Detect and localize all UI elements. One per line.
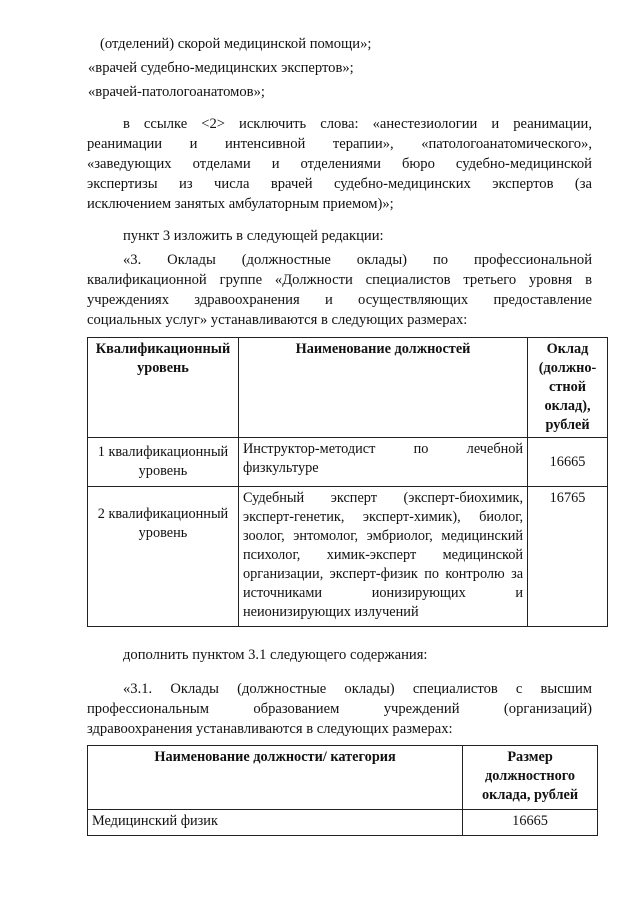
table-header-row (88, 338, 608, 438)
paragraph-line: здравоохранения устанавливаются в следующих размерах: (87, 721, 453, 737)
table-row (88, 487, 608, 627)
text-line: «врачей судебно-медицинских экспертов»; (88, 60, 354, 76)
item31-intro: дополнить пунктом 3.1 следующего содержания: (123, 647, 428, 663)
cell-position: Инструктор-методист по лечебной физкультуре (238, 438, 527, 487)
paragraph-line: реанимации и интенсивной терапии», «патологоанатомического», (87, 136, 592, 152)
cell-position: Медицинский физик (88, 810, 463, 836)
cell-salary: 16765 (528, 487, 608, 627)
paragraph-line: «3.1. Оклады (должностные оклады) специалистов с высшим (123, 681, 592, 697)
text-line: «врачей-патологоанатомов»; (88, 84, 265, 100)
salary-table-1 (87, 337, 608, 627)
table-row (88, 810, 598, 836)
paragraph-line: социальных услуг» устанавливаются в следующих размерах: (87, 312, 468, 328)
cell-level: 2 квалификационный уровень (88, 487, 239, 627)
item3-intro: пункт 3 изложить в следующей редакции: (123, 228, 384, 244)
cell-salary: 16665 (528, 438, 608, 487)
paragraph-line: исключением занятых амбулаторным приемом)»; (87, 196, 394, 212)
paragraph-ref2 (87, 114, 592, 214)
paragraph-item3 (87, 250, 592, 330)
paragraph-line: учреждениях здравоохранения и осуществляющих предоставление (87, 292, 592, 308)
paragraph-item31 (87, 679, 592, 739)
cell-salary: 16665 (463, 810, 598, 836)
cell-position: Судебный эксперт (эксперт-биохимик, эксперт-генетик, эксперт-химик), биолог, зоолог, энтомолог, эмбриолог, медицинский психолог, химик-эксперт медицинской организации, эксперт-физик по контролю за источниками ионизирующих и неионизирующих излучений (238, 487, 527, 627)
paragraph-line: «заведующих отделами и отделениями бюро судебно-медицинской (87, 156, 592, 172)
table-row (88, 438, 608, 487)
paragraph-line: профессиональным образованием учреждений (организаций) (87, 701, 592, 717)
paragraph-line: экспертизы из числа врачей судебно-медицинских экспертов (за (87, 176, 592, 192)
table-header-row (88, 746, 598, 810)
paragraph-line: в ссылке <2> исключить слова: «анестезиологии и реанимации, (123, 116, 592, 132)
header-salary: Размер должностного оклада, рублей (463, 746, 598, 810)
header-salary: Оклад (должно-стной оклад), рублей (528, 338, 608, 438)
header-position: Наименование должности/ категория (88, 746, 463, 810)
header-level: Квалификационный уровень (88, 338, 239, 438)
cell-level: 1 квалификационный уровень (88, 438, 239, 487)
paragraph-line: квалификационной группе «Должности специалистов третьего уровня в (87, 272, 592, 288)
header-position: Наименование должностей (238, 338, 527, 438)
paragraph-line: «3. Оклады (должностные оклады) по профессиональной (123, 252, 592, 268)
salary-table-2 (87, 745, 598, 836)
text-line: (отделений) скорой медицинской помощи»; (100, 36, 372, 52)
